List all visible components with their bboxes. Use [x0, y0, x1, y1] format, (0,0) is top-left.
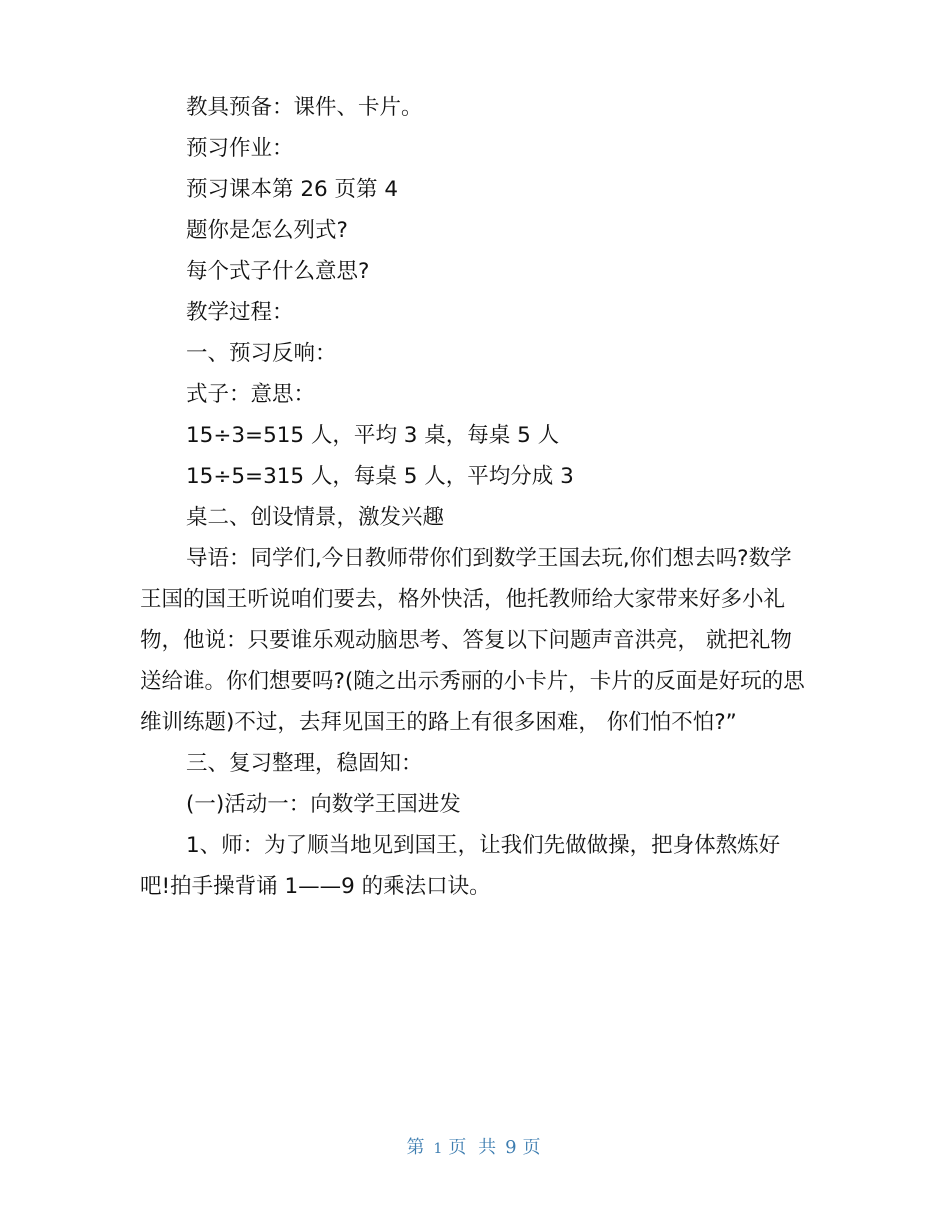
footer-suffix: 页 — [522, 1137, 544, 1158]
paragraph: 教学过程： — [186, 300, 294, 325]
total-page-number: 9 — [505, 1137, 517, 1158]
paragraph: 导语：同学们,今日教师带你们到数学王国去玩,你们想去吗?数学王国的国王听说咱们要去，格外快活，他托教师给大家带来好多小礼物，他说：只要谁乐观动脑思考、答复以下问题声音洪亮， 就把礼物送给谁。你们想要吗?(随之出示秀丽的小卡片，卡片的反面是好玩的思维训练题)不过，去拜见国王的路上有很多困难， 你们怕不怕?” — [140, 546, 805, 735]
paragraph: 题你是怎么列式? — [186, 218, 348, 243]
footer-middle: 页 共 — [448, 1137, 500, 1158]
paragraph: (一)活动一：向数学王国进发 — [186, 792, 461, 817]
paragraph: 一、预习反响： — [186, 341, 337, 366]
paragraph: 三、复习整理，稳固知： — [186, 751, 423, 776]
paragraph: 教具预备：课件、卡片。 — [186, 95, 423, 120]
page-footer — [0, 1133, 950, 1159]
document-body — [140, 87, 810, 907]
paragraph: 15÷3=515 人，平均 3 桌，每桌 5 人 — [186, 423, 560, 448]
paragraph: 桌二、创设情景，激发兴趣 — [186, 505, 445, 530]
footer-prefix: 第 — [406, 1137, 428, 1158]
paragraph: 15÷5=315 人，每桌 5 人，平均分成 3 — [186, 464, 574, 489]
paragraph: 预习课本第 26 页第 4 — [186, 177, 399, 202]
paragraph: 式子：意思： — [186, 382, 316, 407]
current-page-number: 1 — [433, 1141, 443, 1157]
paragraph: 预习作业： — [186, 136, 294, 161]
paragraph: 每个式子什么意思? — [186, 259, 370, 284]
paragraph: 1、师：为了顺当地见到国王，让我们先做做操，把身体熬炼好吧!拍手操背诵 1——9 的乘法口诀。 — [140, 833, 781, 899]
